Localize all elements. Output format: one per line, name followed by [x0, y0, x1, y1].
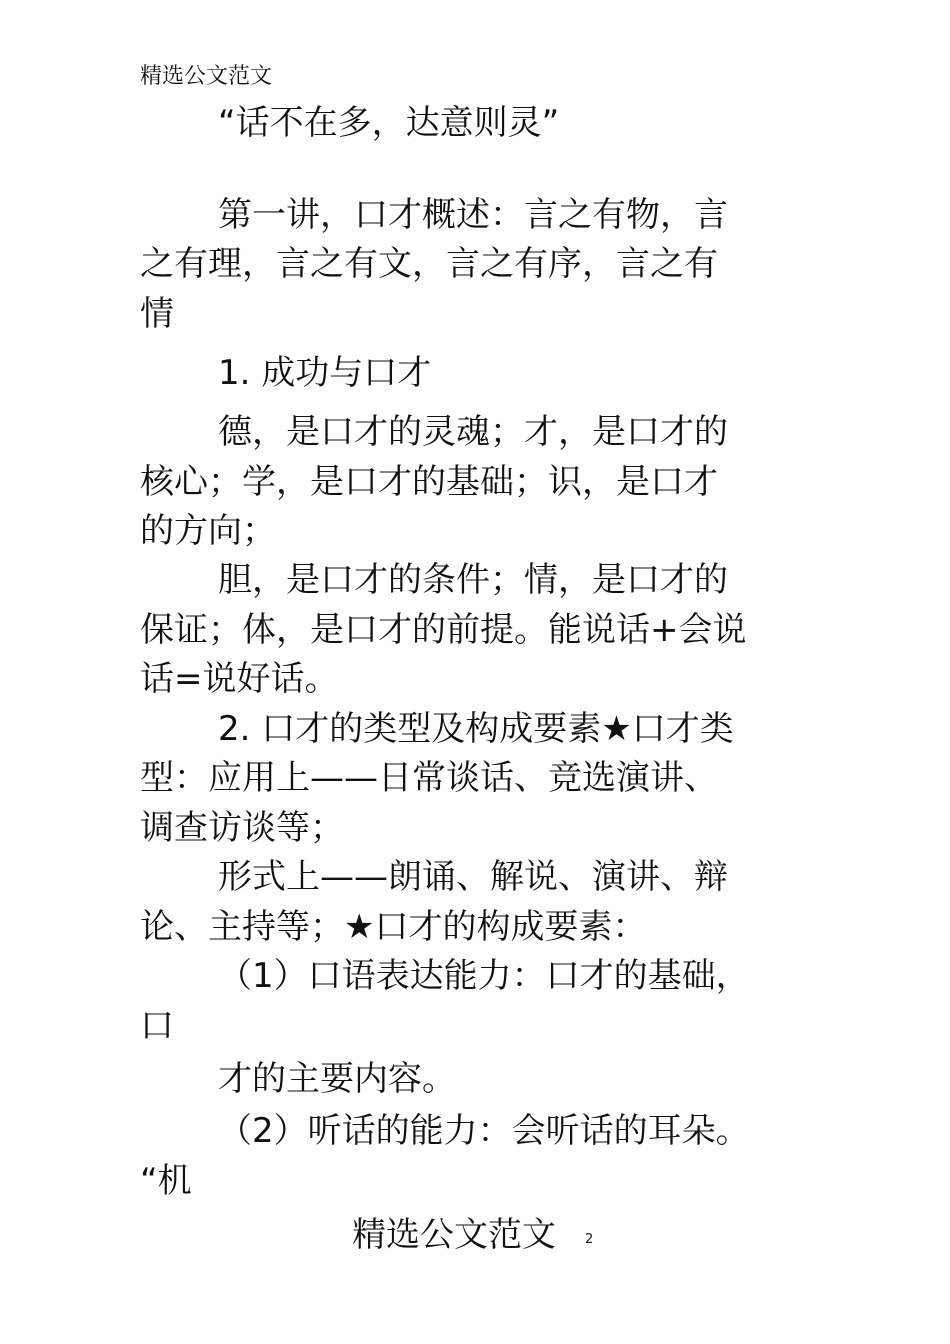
paragraph-line: 型：应用上——日常谈话、竞选演讲、 [140, 758, 718, 798]
section-heading: 1. 成功与口才 [218, 353, 432, 393]
paragraph-line: “机 [140, 1161, 192, 1201]
paragraph-line: 第一讲，口才概述：言之有物，言 [218, 195, 728, 235]
page-number: 2 [585, 1232, 594, 1247]
paragraph-line: 形式上——朗诵、解说、演讲、辩 [218, 857, 728, 897]
paragraph-line: 的方向； [140, 511, 276, 551]
document-title: “话不在多，达意则灵” [218, 103, 560, 143]
paragraph-line: 胆，是口才的条件；情，是口才的 [218, 560, 728, 600]
paragraph-line: 才的主要内容。 [218, 1059, 456, 1099]
paragraph-line: （1）口语表达能力：口才的基础， [218, 956, 750, 996]
header-label: 精选公文范文 [140, 64, 273, 89]
paragraph-line: 核心；学，是口才的基础；识，是口才 [140, 462, 718, 502]
paragraph-line: 调查访谈等； [140, 808, 344, 848]
paragraph-line: （2）听话的能力：会听话的耳朵。 [218, 1111, 750, 1151]
paragraph-line: 之有理，言之有文，言之有序，言之有 [140, 244, 718, 284]
paragraph-line: 德，是口才的灵魂；才，是口才的 [218, 412, 728, 452]
section-heading: 2. 口才的类型及构成要素★口才类 [218, 709, 734, 749]
paragraph-line: 情 [140, 294, 174, 334]
paragraph-line: 论、主持等；★口才的构成要素： [140, 907, 647, 947]
paragraph-line: 话=说好话。 [140, 659, 339, 699]
footer-label: 精选公文范文 [352, 1215, 556, 1255]
paragraph-line: 保证；体，是口才的前提。能说话+会说 [140, 610, 747, 650]
paragraph-line: 口 [140, 1006, 174, 1046]
